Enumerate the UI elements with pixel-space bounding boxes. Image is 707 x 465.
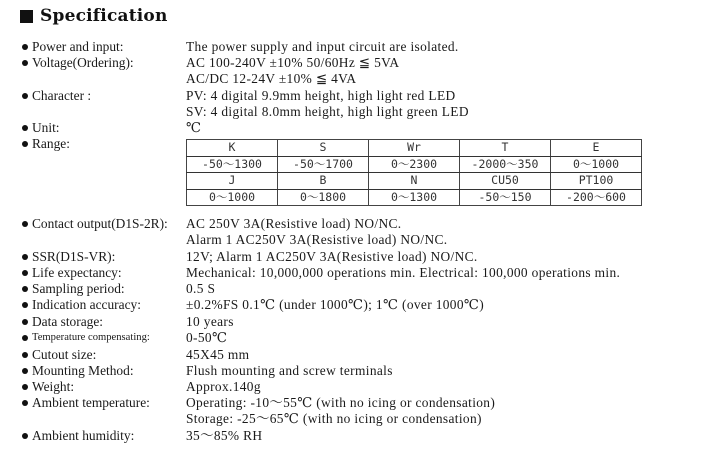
- range-type-cell: J: [187, 173, 278, 190]
- bullet-icon: [22, 270, 28, 276]
- bullet-icon: [22, 302, 28, 308]
- spec-value: PV: 4 digital 9.9mm height, high light red LED: [186, 88, 456, 103]
- range-table: [186, 139, 642, 206]
- bullet-icon: [22, 433, 28, 439]
- range-value-row: [187, 156, 642, 173]
- spec-label: SSR(D1S-VR):: [32, 249, 116, 264]
- range-type-row: [187, 173, 642, 190]
- spec-value: 35～85% RH: [186, 428, 263, 443]
- spec-value: ±0.2%FS 0.1℃ (under 1000℃); 1℃ (over 1000℃): [186, 297, 485, 312]
- range-value-cell: -50～150: [460, 189, 551, 206]
- bullet-icon: [22, 384, 28, 390]
- range-type-cell: N: [369, 173, 460, 190]
- range-type-cell: B: [278, 173, 369, 190]
- bullet-icon: [22, 44, 28, 50]
- spec-value: 45X45 mm: [186, 347, 250, 362]
- spec-value: 12V; Alarm 1 AC250V 3A(Resistive load) NO/NC.: [186, 249, 478, 264]
- spec-label: Character :: [32, 88, 92, 103]
- bullet-icon: [22, 368, 28, 374]
- bullet-icon: [22, 286, 28, 292]
- spec-label: Data storage:: [32, 314, 104, 329]
- range-value-cell: -200～600: [551, 189, 642, 206]
- bullet-icon: [22, 400, 28, 406]
- bullet-icon: [22, 352, 28, 358]
- spec-label: Contact output(D1S-2R):: [32, 216, 168, 231]
- spec-label: Unit:: [32, 120, 60, 135]
- spec-label: Indication accuracy:: [32, 297, 141, 312]
- section-title-text: Specification: [40, 6, 168, 26]
- spec-value: AC 100-240V ±10% 50/60Hz ≦ 5VA: [186, 55, 400, 70]
- bullet-icon: [22, 125, 28, 131]
- range-value-cell: 0～1000: [551, 156, 642, 173]
- range-value-cell: 0～2300: [369, 156, 460, 173]
- spec-value: 10 years: [186, 314, 234, 329]
- spec-value: Alarm 1 AC250V 3A(Resistive load) NO/NC.: [186, 232, 448, 247]
- spec-label: Cutout size:: [32, 347, 97, 362]
- spec-value: Flush mounting and screw terminals: [186, 363, 393, 378]
- spec-value: AC/DC 12-24V ±10% ≦ 4VA: [186, 71, 357, 86]
- range-value-cell: 0～1000: [187, 189, 278, 206]
- bullet-icon: [22, 141, 28, 147]
- spec-value: 0-50℃: [186, 330, 228, 345]
- bullet-icon: [22, 335, 28, 341]
- range-value-cell: -2000～350: [460, 156, 551, 173]
- spec-value: SV: 4 digital 8.0mm height, high light green LED: [186, 104, 469, 119]
- range-type-cell: Wr: [369, 140, 460, 157]
- range-value-cell: 0～1800: [278, 189, 369, 206]
- spec-value: ℃: [186, 120, 202, 135]
- spec-label: Ambient temperature:: [32, 395, 150, 410]
- spec-label: Sampling period:: [32, 281, 125, 296]
- spec-value: The power supply and input circuit are isolated.: [186, 39, 459, 54]
- range-type-cell: S: [278, 140, 369, 157]
- bullet-icon: [22, 93, 28, 99]
- spec-label: Power and input:: [32, 39, 124, 54]
- spec-label: Life expectancy:: [32, 265, 122, 280]
- bullet-icon: [22, 221, 28, 227]
- spec-label: Weight:: [32, 379, 75, 394]
- range-value-cell: 0～1300: [369, 189, 460, 206]
- range-type-cell: K: [187, 140, 278, 157]
- range-type-cell: T: [460, 140, 551, 157]
- range-type-row: [187, 140, 642, 157]
- range-type-cell: CU50: [460, 173, 551, 190]
- spec-value: Approx.140g: [186, 379, 261, 394]
- spec-value: Operating: -10～55℃ (with no icing or condensation): [186, 395, 496, 410]
- spec-label: Mounting Method:: [32, 363, 134, 378]
- spec-label: Ambient humidity:: [32, 428, 135, 443]
- spec-label: Temperature compensating:: [32, 332, 150, 343]
- spec-value: 0.5 S: [186, 281, 216, 296]
- range-value-cell: -50～1300: [187, 156, 278, 173]
- spec-label: Voltage(Ordering):: [32, 55, 134, 70]
- bullet-icon: [22, 319, 28, 325]
- range-value-row: [187, 189, 642, 206]
- range-type-cell: E: [551, 140, 642, 157]
- bullet-icon: [22, 60, 28, 66]
- spec-label: Range:: [32, 136, 70, 151]
- range-value-cell: -50～1700: [278, 156, 369, 173]
- range-type-cell: PT100: [551, 173, 642, 190]
- spec-value: AC 250V 3A(Resistive load) NO/NC.: [186, 216, 402, 231]
- spec-value: Storage: -25～65℃ (with no icing or condensation): [186, 411, 482, 426]
- bullet-icon: [22, 254, 28, 260]
- section-title: [20, 6, 168, 26]
- spec-value: Mechanical: 10,000,000 operations min. Electrical: 100,000 operations min.: [186, 265, 621, 280]
- square-bullet-icon: [20, 10, 33, 23]
